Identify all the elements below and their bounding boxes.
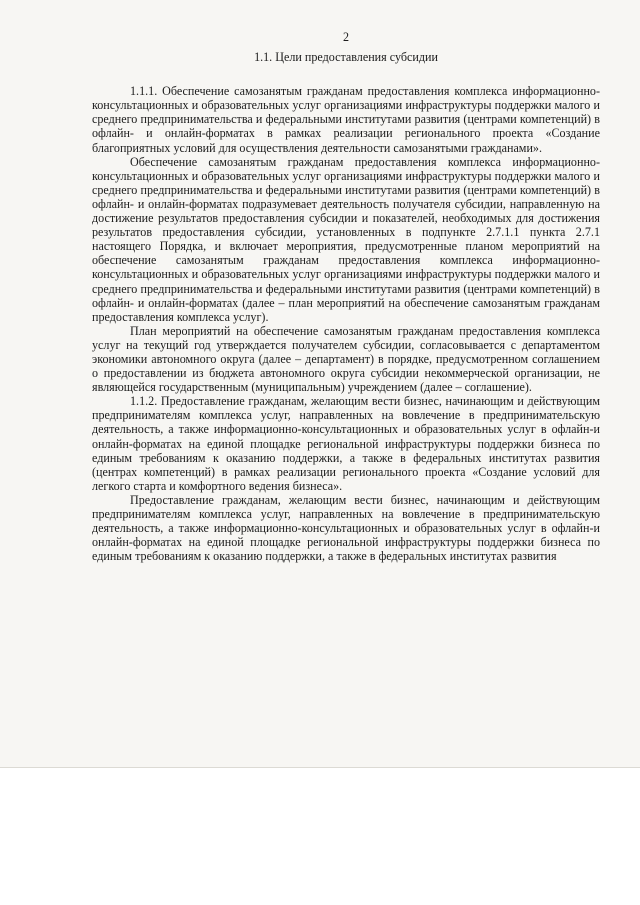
page-number: 2 [342, 30, 350, 44]
paragraph-ensuring-description: Обеспечение самозанятым гражданам предоставления комплекса информационно-консультационных и образовательных услуг организациями инфраструктуры поддержки малого и среднего предпринимательства и федеральными институтами развития (центрами компетенций) в офлайн- и онлайн-форматах подразумевает деятельность получателя субсидии, направленную на достижение результатов предоставления субсидии и показателей, необходимых для достижения результатов предоставления субсидии, установленных в подпункте 2.7.1.1 пункта 2.7.1 настоящего Порядка, и включает мероприятия, предусмотренные планом мероприятий на обеспечение самозанятым гражданам предоставления комплекса информационно-консультационных и образовательных услуг организациями инфраструктуры поддержки малого и среднего предпринимательства и федеральными институтами развития (центрами компетенций) в офлайн- и онлайн-форматах (далее – план мероприятий на обеспечение самозанятым гражданам предоставления комплекса услуг). [92, 154, 600, 324]
section-title: 1.1. Цели предоставления субсидии [254, 50, 438, 65]
paragraph-plan-approval: План мероприятий на обеспечение самозанятым гражданам предоставления комплекса услуг на текущий год утверждается получателем субсидии, согласовывается с департаментом экономики автономного округа (далее – департамент) в порядке, предусмотренном соглашением о предоставлении из бюджета автономного округа субсидии некоммерческой организации, не являющейся государственным (муниципальным) учреждением (далее – соглашение). [92, 323, 600, 395]
paragraph-1-1-2: 1.1.2. Предоставление гражданам, желающим вести бизнес, начинающим и действующим предпринимателям комплекса услуг, направленных на вовлечение в предпринимательскую деятельность, а также информационно-консультационных и образовательных услуг в офлайн-и онлайн-форматах на единой площадке региональной инфраструктуры поддержки бизнеса по единым требованиям к оказанию поддержки, а также в федеральных институтах развития (центрах компетенций) в рамках реализации регионального проекта «Создание условий для легкого старта и комфортного ведения бизнеса». [92, 394, 600, 493]
paragraph-provision-description: Предоставление гражданам, желающим вести бизнес, начинающим и действующим предпринимателям комплекса услуг, направленных на вовлечение в предпринимательскую деятельность, а также информационно-консультационных и образовательных услуг в офлайн-и онлайн-форматах на единой площадке региональной инфраструктуры поддержки бизнеса по единым требованиям к оказанию поддержки, а также в федеральных институтах развития [92, 492, 600, 564]
paragraph-1-1-1: 1.1.1. Обеспечение самозанятым гражданам предоставления комплекса информационно-консультационных и образовательных услуг организациями инфраструктуры поддержки малого и среднего предпринимательства и федеральными институтами развития (центрами компетенций) в офлайн- и онлайн-форматах в рамках реализации регионального проекта «Создание благоприятных условий для осуществления деятельности самозанятыми гражданами». [92, 84, 600, 155]
document-page [92, 30, 600, 563]
